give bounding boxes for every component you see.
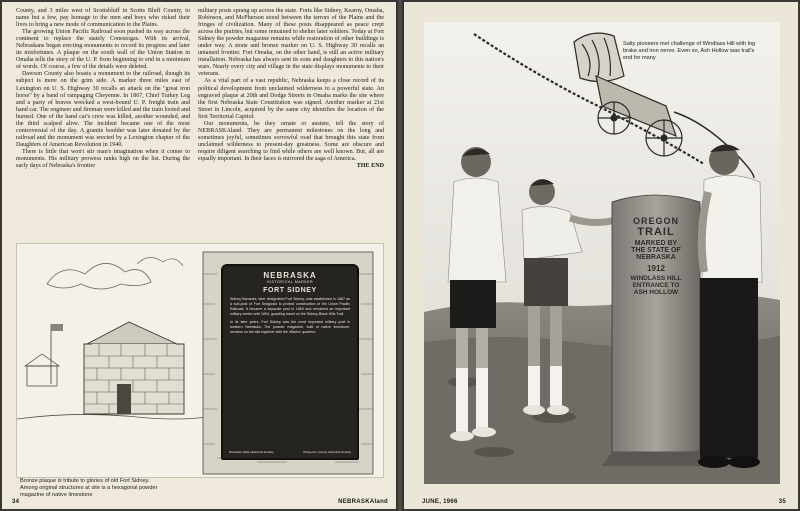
text-column-2	[198, 8, 384, 170]
oregon-trail-photo	[424, 22, 780, 484]
issue-date: JUNE, 1966	[422, 499, 458, 505]
paragraph: The growing Union Pacific Railroad soon pushed its way across the continent to replace the stately Conestogas. With its arrival, Nebraskans began erecting monuments to record its progress and later its misfortunes. A plaque on the south wall of the Union Station in Omaha tells the story of the U. P. from beginning to end in a minimum of words. Of course, a few of the details were deleted.	[16, 29, 190, 71]
paragraph: As a vital part of a vast republic, Nebraska keeps a close record of its political development from unclaimed wilderness to a powerful state. An engraved plaque at 20th and Dodge Streets in Omaha marks the site where the first Nebraska State Constitution was signed. Another marker at 21st Street in Lincoln, acquired by the same city identifies the location of the first Territorial Capitol.	[198, 78, 384, 120]
magazine-name: NEBRASKAland	[338, 499, 388, 505]
marker-inscription	[612, 216, 700, 296]
plaque-subhead: HISTORICAL MARKER	[266, 280, 314, 284]
paragraph: military posts sprang up across the state. Forts like Sidney, Kearny, Omaha, Robinson, and McPherson stood between the terrors of the Plains and the fringes of civilization. Many of these posts disappeared as peace crept across the prairies, but some remained to shelter later soldiers. Today at Fort Sidney the powder magazine remains while restoration of other buildings is under way. A stone and bronze marker on U. S. Highway 30 recalls an untamed frontier. Fort Omaha, on the other hand, is still an active military installation. Nebraska has always sent its sons and daughters to this nation's wars. Nearly every city and village in the state displays monuments to their veterans.	[198, 8, 384, 78]
text-column-1	[16, 8, 190, 170]
plaque-text: In its later years, Fort Sidney was the most important military post in western Nebraska. The powder magazine, built of native limestone, remains on the site together with the officers' quarters.	[230, 320, 350, 334]
gutter	[396, 0, 404, 511]
marker-line: ENTRANCE TO	[632, 282, 680, 289]
fort-sidney-plaque	[221, 264, 359, 460]
page-number-right: 35	[778, 499, 786, 505]
the-end-mark: THE END	[356, 163, 384, 170]
plaque-title: FORT SIDNEY	[263, 287, 317, 294]
marker-line: THE STATE OF	[631, 247, 681, 254]
plaque-footer-left: Nebraska State Historical Society	[229, 450, 274, 454]
paragraph: Our monuments, be they ornate or austere, tell the story of NEBRASKAland. They are permanent milestones on the long and sometimes joyful, sometimes sorrowful road that brought this state from unclaimed wilderness to present-day greatness. Some are obscure and require diligent searching to find while others are well known. But, all are equally important. In their faces is mirrored the saga of America.	[198, 120, 384, 162]
marker-line: WINDLASS HILL	[630, 275, 682, 282]
right-caption: Salty pioneers met challenge of Windlass Hill with log brake and iron nerve. Even so, Ash Hollow was trail's end for many	[623, 41, 756, 61]
paragraph: County, and 3 miles west of Scottsbluff in Scotts Bluff County, to name but a few, pay homage to the men and boys who risked their lives to bring a new mode of communication to the Plains.	[16, 8, 190, 29]
boys-at-marker-photo	[424, 22, 780, 484]
plaque-state: NEBRASKA	[263, 271, 317, 280]
left-caption: Bronze plaque is tribute to glories of old Fort Sidney. Among original structures at site is a hexagonal powder magazine of native limestone	[20, 478, 158, 498]
plaque-footer	[229, 450, 351, 454]
plaque-footer-right: Cheyenne County Historical Society	[303, 450, 351, 454]
marker-line: OREGON	[632, 216, 679, 226]
paragraph: There is little that won't stir man's imagination when it comes to monuments. His military prowess ranks high on the list. During the early days of Nebraska's frontier	[16, 148, 190, 170]
plaque-text: Sidney Barracks, later designated Fort Sidney, was established in 1867 as a sub-post of Fort Sedgwick to protect construction of the Union Pacific Railroad. It became a separate post in 1869 and remained an important military center until 1894, guarding travel on the Sidney-Black Hills Trail.	[230, 297, 350, 316]
marker-line: ASH HOLLOW	[633, 289, 679, 296]
page-number-left: 34	[12, 499, 20, 505]
marker-line: NEBRASKA	[636, 254, 676, 261]
boy-right-figure	[698, 144, 762, 468]
marker-line: 1912	[647, 264, 665, 273]
paragraph: Dawson County also boasts a monument to the railroad, though its subject is more on the grim side. A marker three miles east of Lexington on U. S. Highway 30 recalls an attack on the "great iron horse" by a band of rampaging Cheyenne. In 1867, Chief Turkey Leg and a party of braves wrecked a west-bound U. P. freight train and hand car. The engineer and fireman were killed and the train looted and burned. One of the hand car's crew was killed, another wounded, and the third scalped alive. The incident became one of the most controversial of the day. A granite boulder was later donated by the railroad and the monument was erected by a Lexington chapter of the Daughters of American Revolution in 1940.	[16, 71, 190, 148]
right-page	[404, 2, 798, 509]
marker-line: TRAIL	[637, 226, 675, 238]
marker-line: MARKED BY	[634, 240, 678, 247]
fort-sidney-illustration	[16, 243, 384, 478]
left-page	[2, 2, 396, 509]
